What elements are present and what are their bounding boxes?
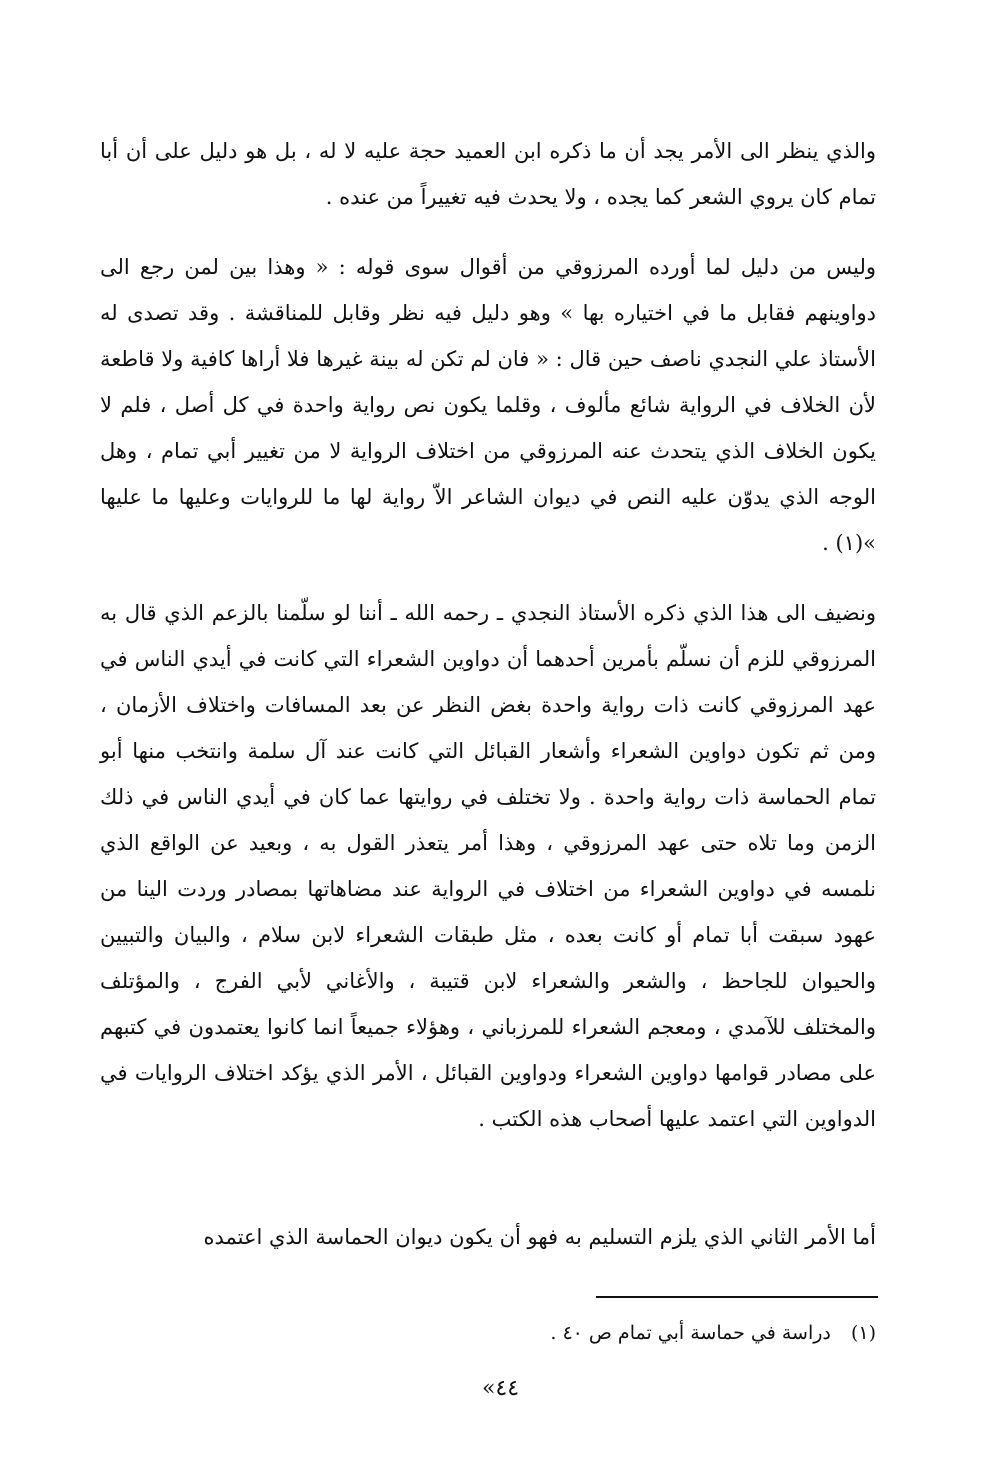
page-number: ٤٤» [481,1376,520,1401]
footnote-separator [596,1296,878,1298]
footnote-marker: (١) [850,1322,876,1344]
paragraph-1: والذي ينظر الى الأمر يجد أن ما ذكره ابن العميد حجة عليه لا له ، بل هو دليل على أن أبا تمام كان يروي الشعر كما يجده ، ولا يحدث فيه تغييراً من عنده . [100,139,876,209]
footnote [300,1318,876,1348]
footnote-text: دراسة في حماسة أبي تمام ص ٤٠ . [550,1322,831,1344]
paragraph-4: أما الأمر الثاني الذي يلزم التسليم به فهو أن يكون ديوان الحماسة الذي اعتمده [203,1225,876,1249]
paragraph-2: وليس من دليل لما أورده المرزوقي من أقوال سوى قوله : « وهذا بين لمن رجع الى دواوينهم فقابل ما في اختياره بها » وهو دليل فيه نظر وقابل للمناقشة . وقد تصدى له الأستاذ علي النجدي ناصف حين قال : « فان لم تكن له بينة غيرها فلا أراها كافية ولا قاطعة لأن الخلاف في الرواية شائع مألوف ، وقلما يكون نص رواية واحدة في كل أصل ، فلم لا يكون الخلاف الذي يتحدث عنه المرزوقي من اختلاف الرواية لا من تغيير أبي تمام ، وهل الوجه الذي يدوّن عليه النص في ديوان الشاعر الاّ رواية لها ما للروايات وعليها ما عليها »(١) . [100,255,876,555]
paragraph-3: ونضيف الى هذا الذي ذكره الأستاذ النجدي ـ رحمه الله ـ أننا لو سلّمنا بالزعم الذي قال به المرزوقي للزم أن نسلّم بأمرين أحدهما أن دواوين الشعراء التي كانت في أيدي الناس في عهد المرزوقي كانت ذات رواية واحدة بغض النظر عن بعد المسافات واختلاف الأزمان ، ومن ثم تكون دواوين الشعراء وأشعار القبائل التي كانت عند آل سلمة وانتخب منها أبو تمام الحماسة ذات رواية واحدة . ولا تختلف في روايتها عما كان في أيدي الناس في ذلك الزمن وما تلاه حتى عهد المرزوقي ، وهذا أمر يتعذر القول به ، وبعيد عن الواقع الذي نلمسه في دواوين الشعراء من اختلاف في الرواية عند مضاهاتها بمصادر وردت الينا من عهود سبقت أبا تمام أو كانت بعده ، مثل طبقات الشعراء لابن سلام ، والبيان والتبيين والحيوان للجاحظ ، والشعر والشعراء لابن قتيبة ، والأغاني لأبي الفرج ، والمؤتلف والمختلف للآمدي ، ومعجم الشعراء للمرزباني ، وهؤلاء جميعاً انما كانوا يعتمدون في كتبهم على مصادر قوامها دواوين الشعراء ودواوين القبائل ، الأمر الذي يؤكد اختلاف الروايات في الدواوين التي اعتمد عليها أصحاب هذه الكتب . [100,601,876,1131]
